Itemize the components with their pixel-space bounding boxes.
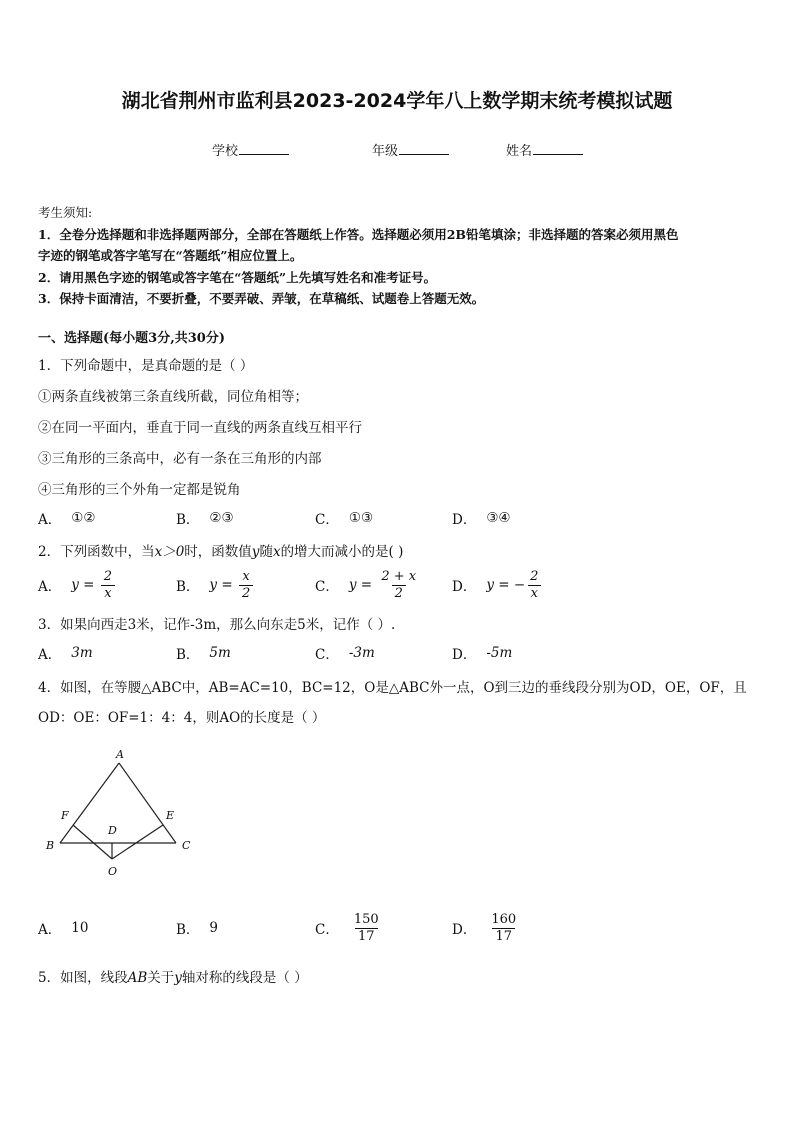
q1-option-b: B． ②③ [176, 510, 234, 528]
school-blank [239, 142, 289, 155]
q1-option-a: A． ①② [38, 510, 96, 528]
q1-statement: ①两条直线被第三条直线所截，同位角相等； [38, 389, 308, 405]
q2-option-a: A． y = $\frac{2}{x}$ [38, 568, 117, 602]
label-c: C [182, 839, 191, 852]
label-f: F [61, 809, 69, 822]
fraction: $\frac{2}{x}$ [101, 569, 115, 602]
q3-option-d: D． -5m [452, 645, 513, 663]
fraction: $\frac{2}{x}$ [527, 569, 541, 602]
fraction: $\frac{2 + x}{2}$ [381, 568, 417, 601]
triangle-figure [38, 745, 208, 885]
notes-heading: 考生须知: [38, 205, 93, 220]
q1-statement: ③三角形的三条高中，必有一条在三角形的内部 [38, 451, 322, 467]
q4-options [38, 911, 758, 945]
student-info-row [0, 140, 794, 160]
q1-options [38, 501, 758, 535]
label-o: O [108, 865, 118, 878]
label-a: A [116, 748, 124, 761]
fraction: $\frac{x}{2}$ [239, 569, 253, 602]
q3-option-c: C． -3m [315, 645, 375, 663]
side-ac [119, 763, 176, 843]
q1-statement: ④三角形的三个外角一定都是锐角 [38, 482, 241, 498]
exam-notes [38, 202, 758, 310]
q4-stem-line2: OD：OE：OF=1：4：4，则AO的长度是（ ） [38, 710, 326, 726]
q2-option-c: C． y = $\frac{2 + x}{2}$ [315, 568, 421, 602]
section-heading: 一、选择题(每小题3分,共30分) [38, 331, 225, 346]
q2-option-d: D． y = − $\frac{2}{x}$ [452, 568, 543, 602]
q2-option-b: B． y = $\frac{x}{2}$ [176, 568, 255, 602]
school-field [212, 140, 289, 159]
q4-option-a: A． 10 [38, 920, 89, 938]
q4-option-c: C． $\frac{150}{17}$ [315, 911, 384, 945]
q3-option-a: A． 3m [38, 645, 93, 663]
segment-of [73, 825, 112, 859]
q1-stem: 1．下列命题中，是真命题的是（ ） [38, 358, 254, 374]
label-e: E [166, 809, 175, 822]
fraction: $\frac{150}{17}$ [353, 911, 379, 944]
q4-stem-line1: 4．如图，在等腰△ABC中，AB=AC=10，BC=12，O是△ABC外一点，O到三边的垂线段分别为OD，OE，OF，且 [38, 680, 747, 696]
name-blank [533, 142, 583, 155]
note-line: 字迹的钢笔或答字笔写在“答题纸”相应位置上。 [38, 248, 303, 263]
q1-option-d: D． ③④ [452, 510, 511, 528]
label-d: D [108, 824, 117, 837]
name-label: 姓名 [506, 144, 533, 159]
q3-option-b: B． 5m [176, 645, 231, 663]
school-label: 学校 [212, 144, 239, 159]
q3-options [38, 636, 758, 670]
q2-options [38, 568, 758, 602]
page-title: 湖北省荆州市监利县2023-2024学年八上数学期末统考模拟试题 [121, 90, 673, 112]
q1-option-c: C． ①③ [315, 510, 374, 528]
note-line: 2．请用黑色字迹的钢笔或答字笔在“答题纸”上先填写姓名和准考证号。 [38, 269, 437, 285]
q4-option-b: B． 9 [176, 920, 219, 938]
grade-field [372, 140, 449, 159]
q4-option-d: D． $\frac{160}{17}$ [452, 911, 521, 945]
q3-stem: 3．如果向西走3米，记作-3m，那么向东走5米，记作（ ）. [38, 617, 396, 633]
grade-blank [399, 142, 449, 155]
note-line: 1．全卷分选择题和非选择题两部分，全部在答题纸上作答。选择题必须用2B铅笔填涂；非选择题的答案必须用黑色 [38, 226, 679, 242]
segment-oe [112, 825, 163, 859]
name-field [506, 140, 583, 159]
q1-statement: ②在同一平面内，垂直于同一直线的两条直线互相平行 [38, 420, 362, 436]
fraction: $\frac{160}{17}$ [491, 911, 517, 944]
note-line: 3．保持卡面清洁，不要折叠，不要弄破、弄皱，在草稿纸、试题卷上答题无效。 [38, 291, 485, 306]
q2-stem: 2．下列函数中，当x＞0时，函数值y随x的增大而减小的是( ) [38, 544, 404, 560]
q5-stem: 5．如图，线段AB关于y轴对称的线段是（ ） [38, 970, 308, 986]
label-b: B [46, 839, 55, 852]
grade-label: 年级 [372, 144, 399, 159]
